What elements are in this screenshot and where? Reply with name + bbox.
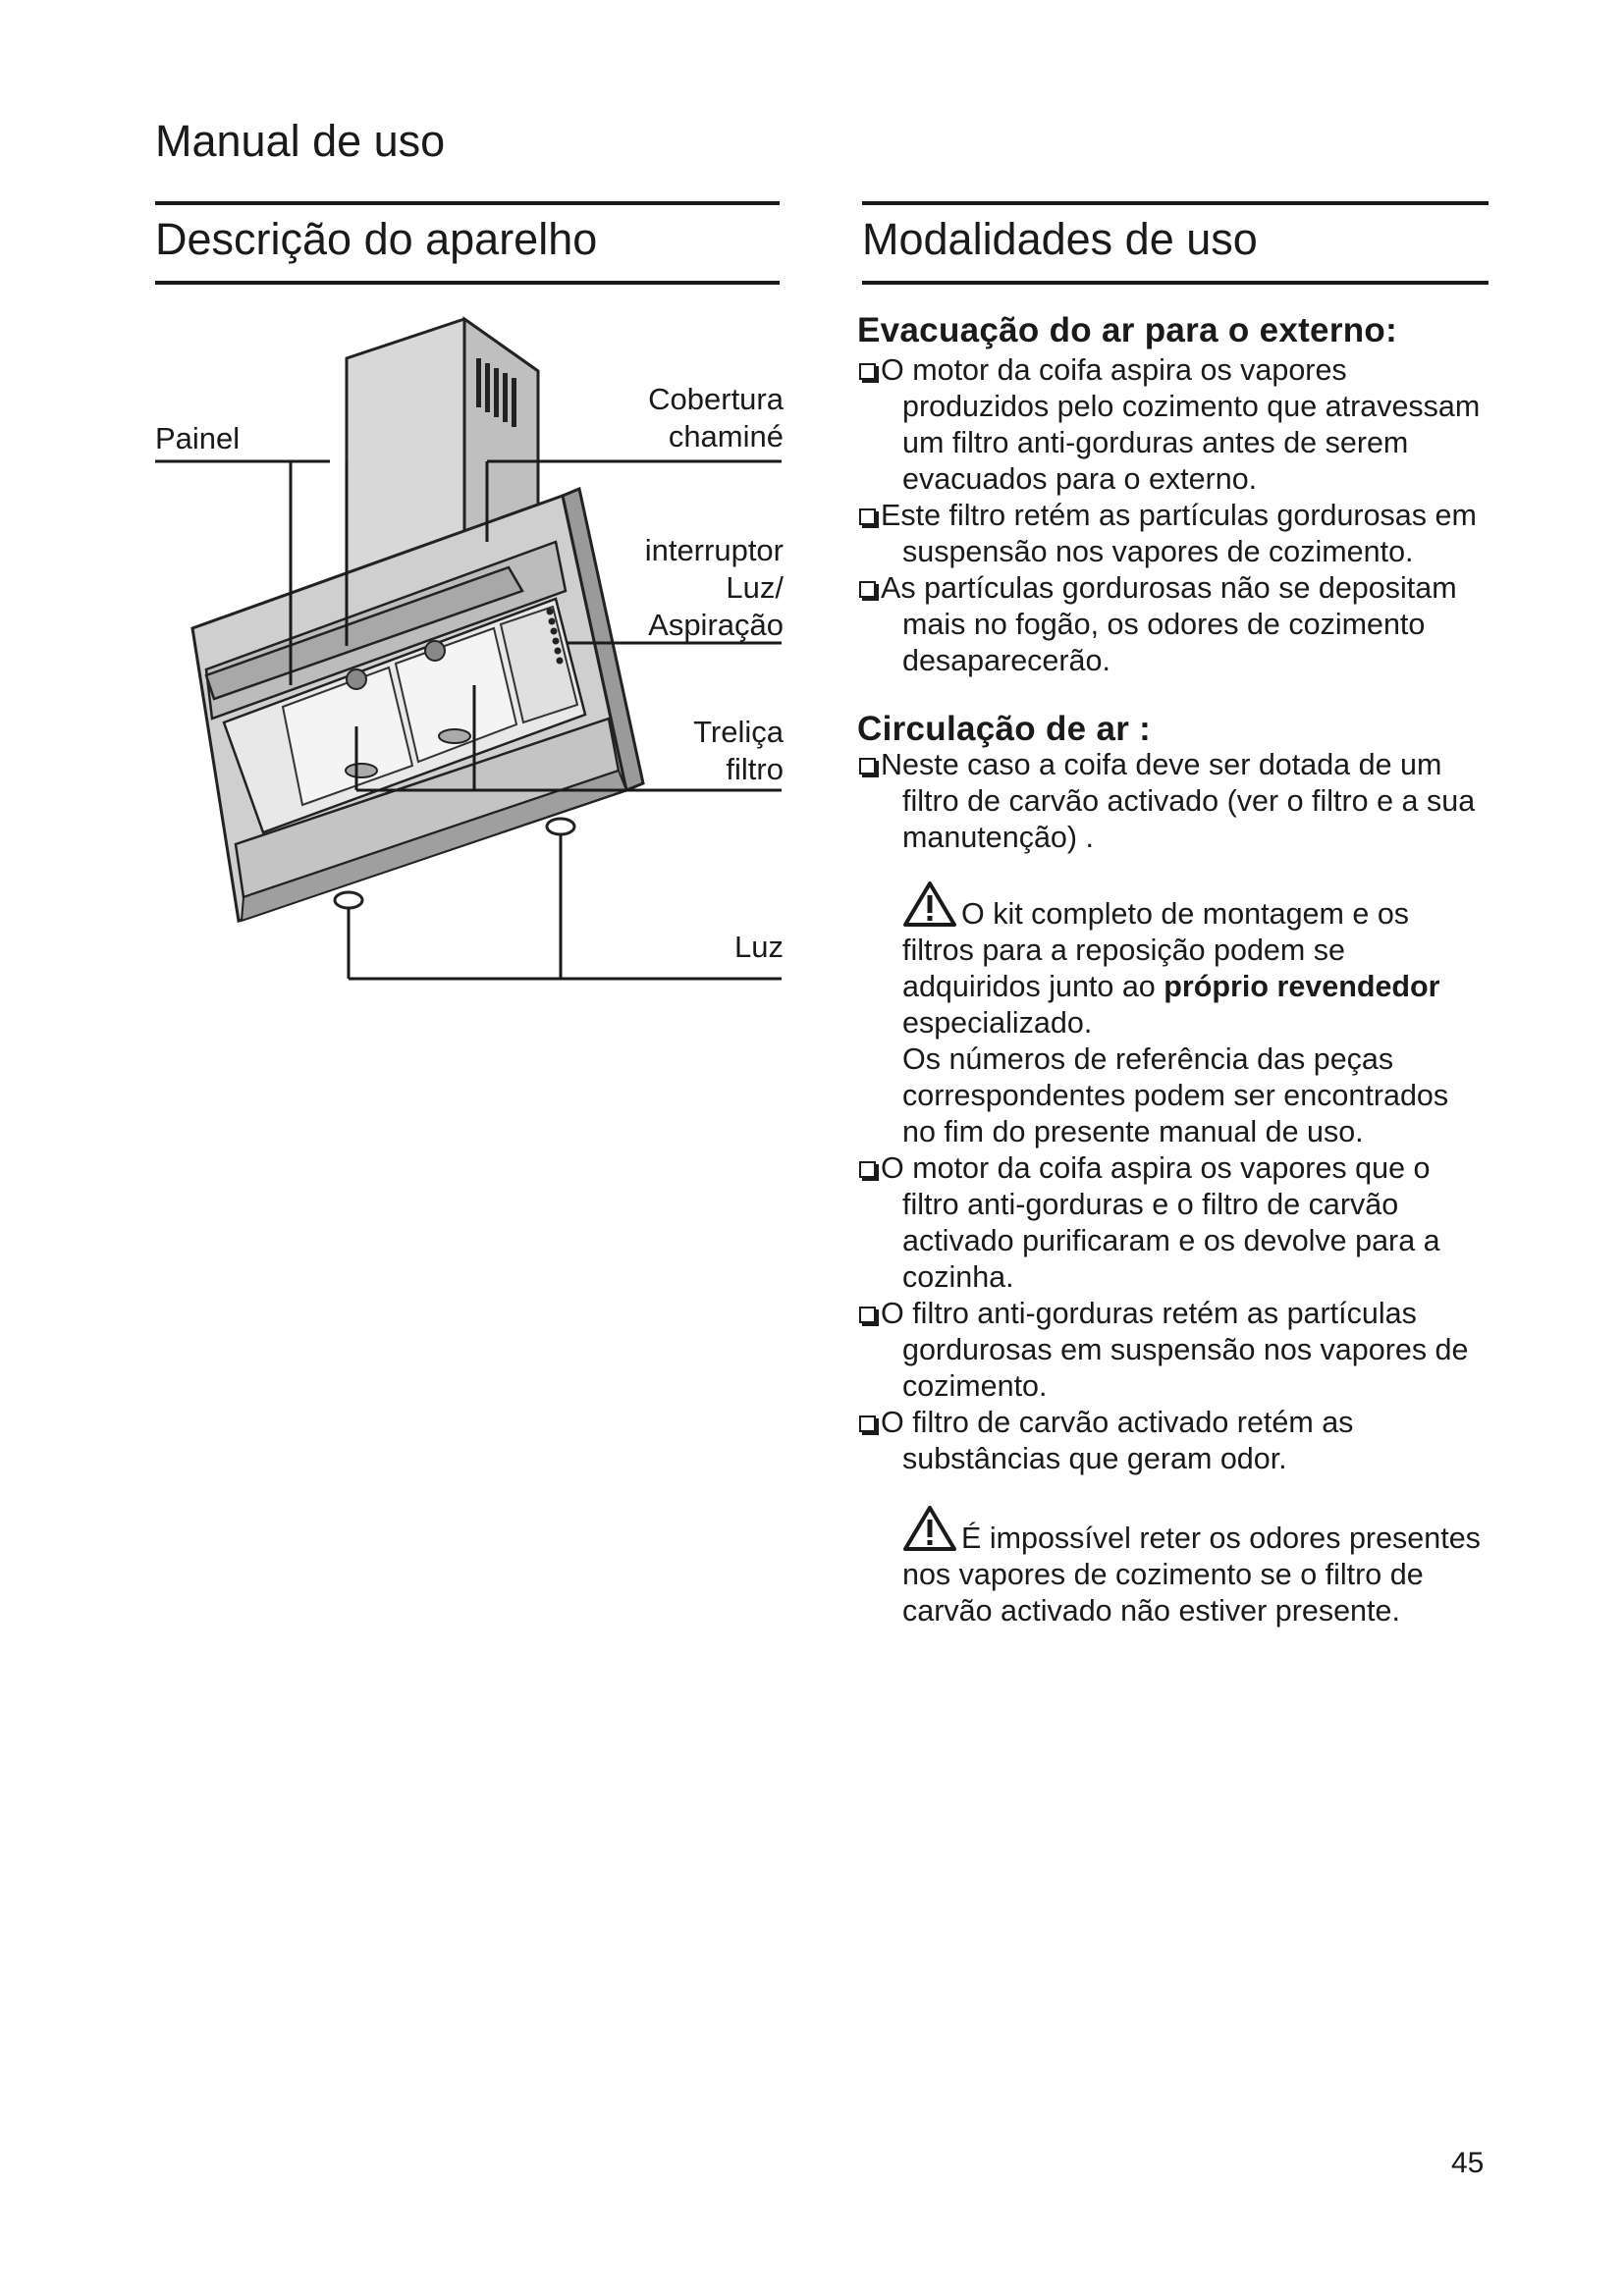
left-top-rule: [155, 201, 780, 205]
label-trelica-line1: Treliça: [693, 715, 784, 749]
right-bottom-rule: [862, 281, 1489, 285]
section2-list: [857, 1150, 1486, 1477]
label-painel-text: Painel: [155, 421, 241, 455]
checkbox-bullet-icon: [859, 1307, 876, 1323]
list-item-text: O motor da coifa aspira os vapores produzidos pelo cozimento que atravessam um filtro anti-gorduras antes de serem evacuados para o externo.: [881, 353, 1481, 496]
warning-icon: [902, 1505, 957, 1552]
checkbox-bullet-icon: [859, 1161, 876, 1178]
label-interruptor-line3: Aspiração: [648, 608, 784, 642]
list-item-text: O filtro anti-gorduras retém as partículas gordurosas em suspensão nos vapores de cozimento.: [881, 1297, 1469, 1403]
section2-heading: Circulação de ar :: [857, 710, 1152, 748]
list-item-text: O filtro de carvão activado retém as substâncias que geram odor.: [881, 1406, 1354, 1475]
right-section-title: Modalidades de uso: [862, 214, 1258, 264]
page-number: 45: [1451, 2147, 1485, 2179]
warning-note-odor: [902, 1505, 1486, 1629]
label-trelica: [693, 714, 784, 788]
list-item: [857, 1405, 1486, 1477]
label-interruptor-line2: Luz/: [726, 570, 784, 605]
warning1-paragraph2: Os números de referência das peças correspondentes podem ser encontrados no fim do presente manual de uso.: [902, 1042, 1449, 1148]
warning1-bold-text: próprio revendedor: [1164, 970, 1440, 1003]
checkbox-bullet-icon: [859, 508, 876, 525]
label-cobertura-line2: chaminé: [668, 419, 784, 454]
label-painel: [155, 420, 240, 457]
hood-diagram: [155, 314, 784, 1001]
label-cobertura: [648, 381, 784, 455]
page-header: Manual de uso: [155, 116, 446, 166]
warning2-text: É impossível reter os odores presentes nos vapores de cozimento se o filtro de carvão activado não estiver presente.: [902, 1522, 1481, 1628]
list-item: [857, 1296, 1486, 1405]
right-column: [857, 312, 1486, 1629]
list-item: [857, 352, 1486, 498]
list-item: [857, 570, 1486, 679]
checkbox-bullet-icon: [859, 758, 876, 774]
checkbox-bullet-icon: [859, 363, 876, 380]
list-item-text: Este filtro retém as partículas gordurosas em suspensão nos vapores de cozimento.: [881, 499, 1477, 568]
left-bottom-rule: [155, 281, 780, 285]
checkbox-bullet-icon: [859, 1415, 876, 1432]
left-section-title: Descrição do aparelho: [155, 214, 598, 264]
label-trelica-line2: filtro: [726, 752, 784, 786]
checkbox-bullet-icon: [859, 581, 876, 598]
list-item: [857, 1150, 1486, 1296]
warning1-text-end: especializado.: [902, 1006, 1093, 1040]
list-item-text: Neste caso a coifa deve ser dotada de um filtro de carvão activado (ver o filtro e a sua manutenção) .: [881, 748, 1476, 854]
label-luz: [734, 929, 784, 966]
label-interruptor: [645, 532, 784, 644]
warning1-text: O kit completo de montagem e os filtros para a reposição podem se adquiridos junto ao: [902, 897, 1410, 1003]
list-item: [857, 498, 1486, 570]
label-luz-text: Luz: [734, 930, 784, 964]
list-item: [857, 747, 1486, 856]
label-cobertura-line1: Cobertura: [648, 382, 784, 416]
list-item-text: As partículas gordurosas não se depositam mais no fogão, os odores de cozimento desaparecerão.: [881, 571, 1457, 677]
section1-heading: Evacuação do ar para o externo:: [857, 311, 1398, 349]
warning-icon: [902, 881, 957, 928]
right-top-rule: [862, 201, 1489, 205]
section1-list: [857, 352, 1486, 679]
warning-note-kit: [902, 881, 1486, 1150]
list-item-text: O motor da coifa aspira os vapores que o filtro anti-gorduras e o filtro de carvão activado purificaram e os devolve para a cozinha.: [881, 1151, 1440, 1294]
label-interruptor-line1: interruptor: [644, 533, 784, 567]
